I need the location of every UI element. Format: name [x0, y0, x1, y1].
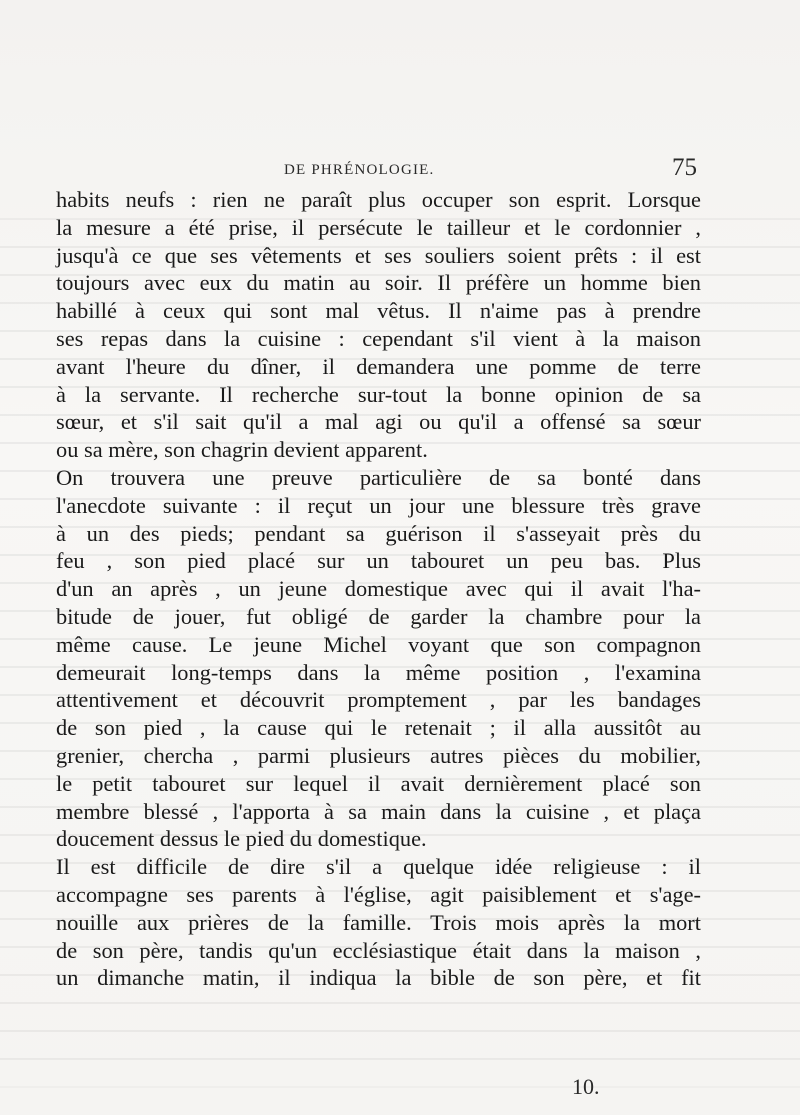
- text-line: ses repas dans la cuisine : cependant s'il vient à la maison: [56, 325, 701, 351]
- text-line: habits neufs : rien ne paraît plus occuper son esprit. Lorsque: [56, 187, 701, 212]
- text-line: jusqu'à ce que ses vêtements et ses souliers soient prêts : il est: [56, 242, 701, 268]
- text-line: toujours avec eux du matin au soir. Il préfère un homme bien: [56, 270, 701, 296]
- text-line: bitude de jouer, fut obligé de garder la chambre pour la: [56, 603, 701, 629]
- text-line: à un des pieds; pendant sa guérison il s'asseyait près du: [56, 520, 701, 546]
- paragraph-start-line: On trouvera une preuve particulière de sa bonté dans: [56, 464, 701, 490]
- text-line: la mesure a été prise, il persécute le tailleur et le cordonnier ,: [56, 214, 701, 240]
- text-line: demeurait long-temps dans la même position , l'examina: [56, 659, 701, 685]
- signature-mark: 10.: [572, 1074, 600, 1099]
- text-line: nouille aux prières de la famille. Trois mois après la mort: [56, 909, 701, 935]
- body-text: [56, 186, 701, 992]
- text-line: sœur, et s'il sait qu'il a mal agi ou qu'il a offensé sa sœur: [56, 409, 701, 435]
- page-number: 75: [672, 154, 697, 181]
- text-line: un dimanche matin, il indiqua la bible de son père, et fit: [56, 965, 701, 991]
- running-head: DE PHRÉNOLOGIE.: [284, 162, 435, 178]
- text-line: avant l'heure du dîner, il demandera une pomme de terre: [56, 353, 701, 379]
- text-line: attentivement et découvrit promptement , par les bandages: [56, 687, 701, 713]
- text-line: à la servante. Il recherche sur-tout la bonne opinion de sa: [56, 381, 701, 407]
- text-line: grenier, chercha , parmi plusieurs autres pièces du mobilier,: [56, 742, 701, 768]
- text-line: de son père, tandis qu'un ecclésiastique était dans la maison ,: [56, 937, 701, 963]
- text-line: habillé à ceux qui sont mal vêtus. Il n'aime pas à prendre: [56, 298, 701, 324]
- text-line: de son pied , la cause qui le retenait ; il alla aussitôt au: [56, 715, 701, 741]
- text-line: feu , son pied placé sur un tabouret un peu bas. Plus: [56, 548, 701, 574]
- text-line: membre blessé , l'apporta à sa main dans la cuisine , et plaça: [56, 798, 701, 824]
- paragraph-start-line: Il est difficile de dire s'il a quelque idée religieuse : il: [56, 854, 701, 880]
- text-line: accompagne ses parents à l'église, agit paisiblement et s'age-: [56, 881, 701, 907]
- text-line: ou sa mère, son chagrin devient apparent.: [56, 437, 428, 463]
- text-line: doucement dessus le pied du domestique.: [56, 826, 427, 852]
- text-line: même cause. Le jeune Michel voyant que son compagnon: [56, 631, 701, 657]
- text-line: le petit tabouret sur lequel il avait dernièrement placé son: [56, 770, 701, 796]
- text-line: d'un an après , un jeune domestique avec qui il avait l'ha-: [56, 576, 701, 602]
- text-line: l'anecdote suivante : il reçut un jour une blessure très grave: [56, 492, 701, 518]
